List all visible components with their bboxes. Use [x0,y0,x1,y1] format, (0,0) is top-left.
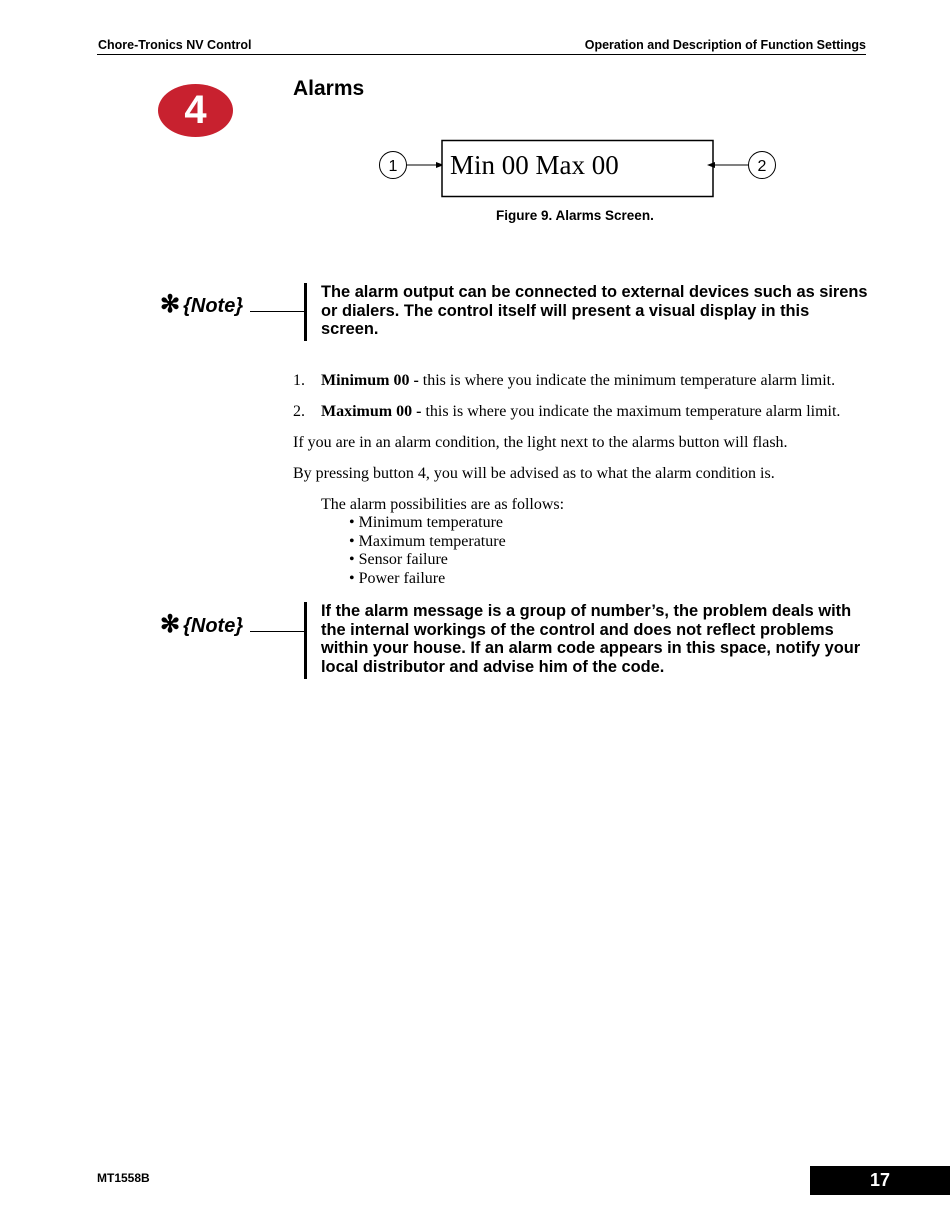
asterisk-icon: ✻ [160,611,181,638]
list-item-term: Minimum 00 - [321,372,419,389]
document-code: MT1558B [97,1171,150,1185]
callout-2-label: 2 [757,158,767,175]
list-item-desc: this is where you indicate the minimum temperature alarm limit. [418,372,836,389]
note-label [160,290,243,319]
display-screen-text: Min 00 Max 00 [450,150,619,180]
figure-caption: Figure 9. Alarms Screen. [496,208,654,223]
list-item-desc: this is where you indicate the maximum temperature alarm limit. [421,403,841,420]
alarm-possibilities-list [349,514,506,589]
section-title: Alarms [293,77,365,100]
note-label [160,610,243,639]
list-item [321,403,840,421]
running-header-title: Chore-Tronics NV Control [98,38,252,52]
header-rule [97,54,866,55]
note-text: If the alarm message is a group of number’s, the problem deals with the internal workings of the control and does not reflect problems within your house. If an alarm code appears in this space, notify your local distributor and advise him of the code. [321,602,861,676]
note-leader-line [250,311,305,312]
section-number-badge: 4 [158,84,233,137]
asterisk-icon: ✻ [160,291,181,318]
button-4-paragraph: By pressing button 4, you will be advised as to what the alarm condition is. [293,465,775,482]
callout-1-label: 1 [388,158,398,175]
list-item-term: Maximum 00 - [321,403,422,420]
list-item-number: 1. [293,372,305,389]
possibilities-intro: The alarm possibilities are as follows: [321,496,565,513]
note-bar [304,283,307,341]
page-number: 17 [810,1166,950,1195]
list-item-number: 2. [293,403,305,420]
list-item: • Maximum temperature [349,532,506,550]
list-item: • Sensor failure [349,551,448,569]
note-bar [304,602,307,679]
list-item: • Power failure [349,570,446,588]
note-label-text: {Note} [183,615,244,637]
note-leader-line [250,631,305,632]
list-item: • Minimum temperature [349,514,504,531]
note-label-text: {Note} [183,295,244,317]
running-header-section: Operation and Description of Function Settings [584,38,866,52]
alarms-screen-figure [378,138,778,200]
alarm-condition-paragraph: If you are in an alarm condition, the light next to the alarms button will flash. [293,434,788,451]
note-text: The alarm output can be connected to external devices such as sirens or dialers. The control itself will present a visual display in this screen. [321,283,868,338]
list-item [321,372,835,390]
